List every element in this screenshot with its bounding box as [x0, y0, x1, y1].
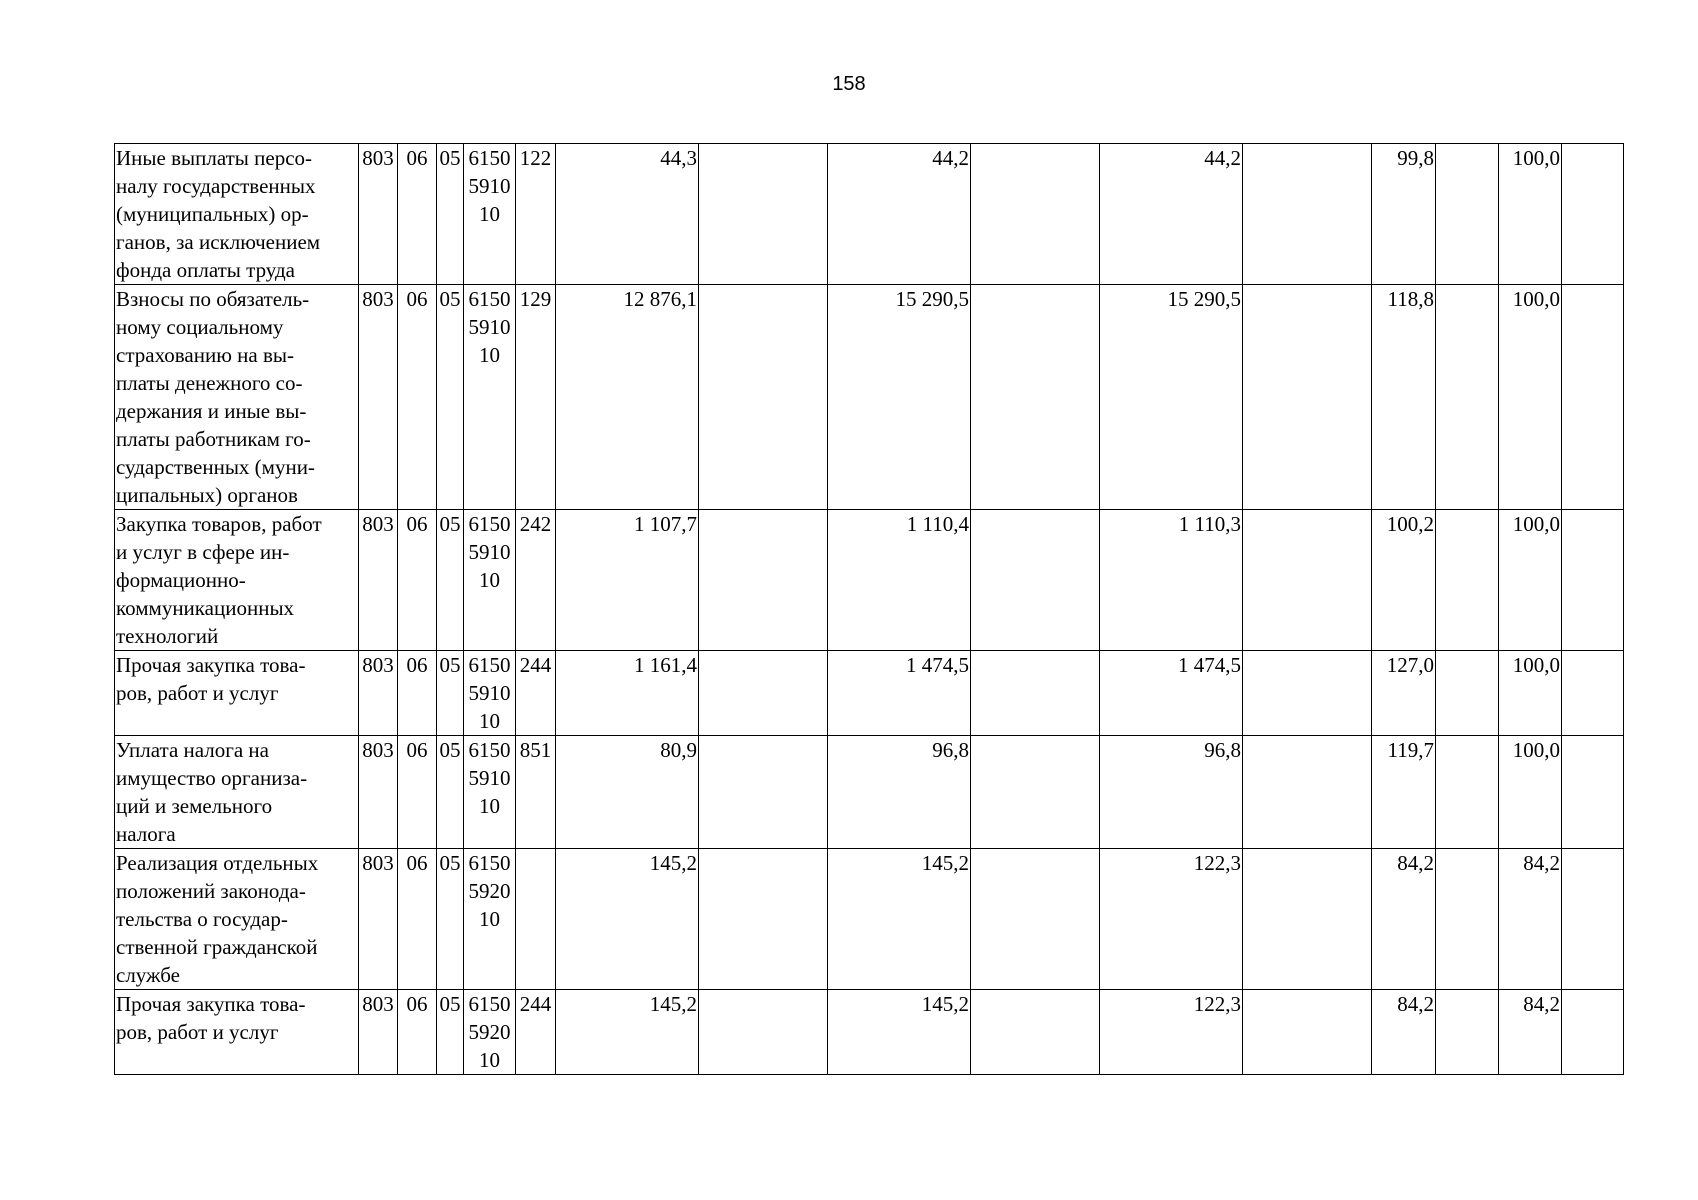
- subsection-code: 05: [437, 285, 464, 510]
- ved-code: 803: [359, 651, 398, 736]
- table-row: [115, 285, 1624, 510]
- percent-1: 127,0: [1372, 651, 1436, 736]
- subsection-code: 05: [437, 510, 464, 651]
- target-article-code: 6150 5920 10: [464, 990, 516, 1075]
- subsection-code: 05: [437, 736, 464, 849]
- amount-3: 122,3: [1100, 849, 1243, 990]
- subsection-code: 05: [437, 990, 464, 1075]
- empty-cell: [699, 736, 828, 849]
- percent-1: 84,2: [1372, 990, 1436, 1075]
- table-row: [115, 849, 1624, 990]
- empty-cell: [971, 990, 1100, 1075]
- empty-cell: [1243, 285, 1372, 510]
- expense-type-code: 851: [516, 736, 556, 849]
- item-name: Уплата налога на имущество организа- ций и земельного налога: [115, 736, 359, 849]
- target-article-code: 6150 5910 10: [464, 736, 516, 849]
- empty-cell: [699, 651, 828, 736]
- empty-cell: [1562, 285, 1624, 510]
- amount-2: 96,8: [828, 736, 971, 849]
- empty-cell: [699, 285, 828, 510]
- amount-3: 44,2: [1100, 144, 1243, 285]
- percent-2: 100,0: [1499, 510, 1562, 651]
- empty-cell: [699, 990, 828, 1075]
- percent-1: 84,2: [1372, 849, 1436, 990]
- empty-cell: [971, 651, 1100, 736]
- empty-cell: [971, 144, 1100, 285]
- percent-1: 118,8: [1372, 285, 1436, 510]
- amount-3: 1 474,5: [1100, 651, 1243, 736]
- empty-cell: [1243, 144, 1372, 285]
- ved-code: 803: [359, 510, 398, 651]
- section-code: 06: [398, 736, 437, 849]
- amount-3: 1 110,3: [1100, 510, 1243, 651]
- percent-2: 100,0: [1499, 736, 1562, 849]
- table-row: [115, 144, 1624, 285]
- amount-1: 145,2: [556, 849, 699, 990]
- expense-type-code: [516, 849, 556, 990]
- expense-type-code: 122: [516, 144, 556, 285]
- amount-3: 15 290,5: [1100, 285, 1243, 510]
- section-code: 06: [398, 510, 437, 651]
- item-name: Иные выплаты персо- налу государственных (муниципальных) ор- ганов, за исключением фонда оплаты труда: [115, 144, 359, 285]
- subsection-code: 05: [437, 849, 464, 990]
- empty-cell: [699, 849, 828, 990]
- item-name: Прочая закупка това- ров, работ и услуг: [115, 990, 359, 1075]
- target-article-code: 6150 5910 10: [464, 285, 516, 510]
- item-name: Прочая закупка това- ров, работ и услуг: [115, 651, 359, 736]
- subsection-code: 05: [437, 144, 464, 285]
- percent-2: 100,0: [1499, 285, 1562, 510]
- table-body: [115, 144, 1624, 1075]
- expense-type-code: 129: [516, 285, 556, 510]
- empty-cell: [971, 510, 1100, 651]
- empty-cell: [971, 736, 1100, 849]
- percent-2: 100,0: [1499, 144, 1562, 285]
- amount-3: 96,8: [1100, 736, 1243, 849]
- target-article-code: 6150 5910 10: [464, 651, 516, 736]
- ved-code: 803: [359, 736, 398, 849]
- amount-1: 145,2: [556, 990, 699, 1075]
- table-row: [115, 990, 1624, 1075]
- empty-cell: [1562, 144, 1624, 285]
- budget-table: [114, 143, 1624, 1075]
- amount-2: 15 290,5: [828, 285, 971, 510]
- ved-code: 803: [359, 144, 398, 285]
- ved-code: 803: [359, 285, 398, 510]
- empty-cell: [699, 510, 828, 651]
- percent-1: 119,7: [1372, 736, 1436, 849]
- empty-cell: [1243, 990, 1372, 1075]
- empty-cell: [1436, 849, 1499, 990]
- empty-cell: [1562, 849, 1624, 990]
- item-name: Взносы по обязатель- ному социальному страхованию на вы- платы денежного со- держания и иные вы- платы работникам го- сударственных (муни- ципальных) органов: [115, 285, 359, 510]
- table-row: [115, 651, 1624, 736]
- table-row: [115, 736, 1624, 849]
- amount-1: 80,9: [556, 736, 699, 849]
- ved-code: 803: [359, 849, 398, 990]
- amount-1: 1 107,7: [556, 510, 699, 651]
- table-row: [115, 510, 1624, 651]
- expense-type-code: 244: [516, 651, 556, 736]
- expense-type-code: 242: [516, 510, 556, 651]
- percent-2: 100,0: [1499, 651, 1562, 736]
- percent-1: 100,2: [1372, 510, 1436, 651]
- target-article-code: 6150 5910 10: [464, 510, 516, 651]
- percent-2: 84,2: [1499, 990, 1562, 1075]
- empty-cell: [1243, 510, 1372, 651]
- amount-2: 145,2: [828, 990, 971, 1075]
- amount-3: 122,3: [1100, 990, 1243, 1075]
- empty-cell: [1436, 736, 1499, 849]
- target-article-code: 6150 5910 10: [464, 144, 516, 285]
- item-name: Реализация отдельных положений законода- тельства о государ- ственной гражданской службе: [115, 849, 359, 990]
- empty-cell: [1562, 510, 1624, 651]
- section-code: 06: [398, 144, 437, 285]
- amount-2: 145,2: [828, 849, 971, 990]
- subsection-code: 05: [437, 651, 464, 736]
- empty-cell: [1243, 651, 1372, 736]
- empty-cell: [699, 144, 828, 285]
- empty-cell: [1243, 849, 1372, 990]
- percent-1: 99,8: [1372, 144, 1436, 285]
- empty-cell: [1436, 990, 1499, 1075]
- amount-1: 12 876,1: [556, 285, 699, 510]
- item-name: Закупка товаров, работ и услуг в сфере ин- формационно- коммуникационных технологий: [115, 510, 359, 651]
- section-code: 06: [398, 849, 437, 990]
- empty-cell: [1436, 285, 1499, 510]
- section-code: 06: [398, 285, 437, 510]
- expense-type-code: 244: [516, 990, 556, 1075]
- empty-cell: [971, 849, 1100, 990]
- percent-2: 84,2: [1499, 849, 1562, 990]
- ved-code: 803: [359, 990, 398, 1075]
- amount-2: 1 110,4: [828, 510, 971, 651]
- amount-1: 44,3: [556, 144, 699, 285]
- empty-cell: [1562, 990, 1624, 1075]
- page-number: 158: [832, 73, 866, 95]
- empty-cell: [1436, 510, 1499, 651]
- section-code: 06: [398, 651, 437, 736]
- empty-cell: [1243, 736, 1372, 849]
- amount-1: 1 161,4: [556, 651, 699, 736]
- empty-cell: [1436, 651, 1499, 736]
- empty-cell: [971, 285, 1100, 510]
- section-code: 06: [398, 990, 437, 1075]
- empty-cell: [1562, 651, 1624, 736]
- empty-cell: [1436, 144, 1499, 285]
- target-article-code: 6150 5920 10: [464, 849, 516, 990]
- amount-2: 1 474,5: [828, 651, 971, 736]
- amount-2: 44,2: [828, 144, 971, 285]
- empty-cell: [1562, 736, 1624, 849]
